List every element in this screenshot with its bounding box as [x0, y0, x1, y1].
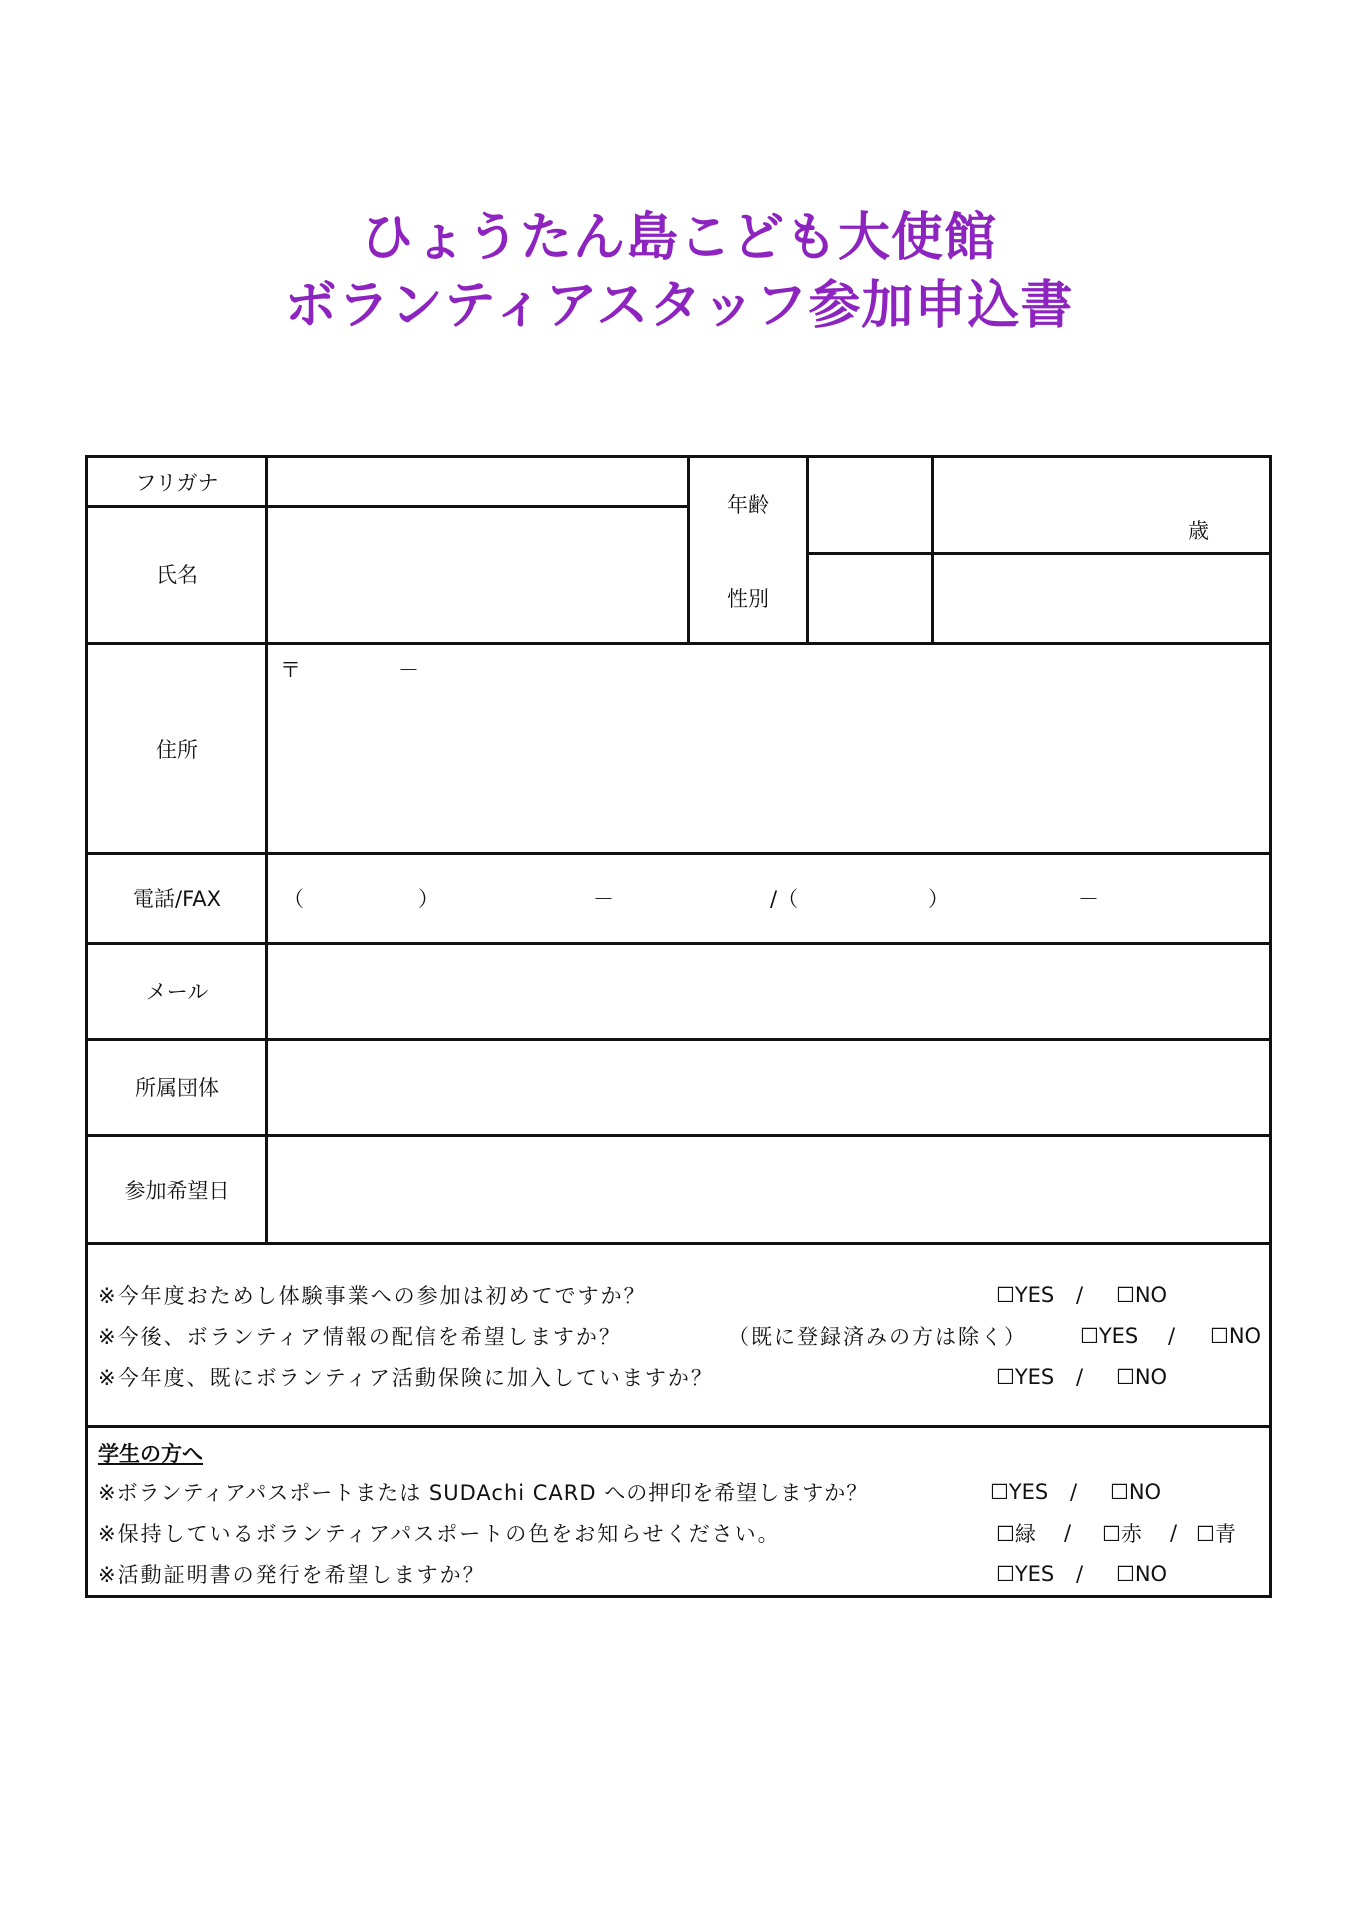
phone-close-paren: ） [418, 887, 439, 911]
phone-dash: － [593, 887, 614, 911]
student-question-1-yes-checkbox[interactable]: ☐YES [990, 1480, 1049, 1504]
gender-field[interactable] [934, 555, 1272, 642]
label-name: 氏名 [156, 563, 198, 587]
age-field[interactable] [934, 458, 1272, 552]
question-2: ※今後、ボランティア情報の配信を希望しますか？ [98, 1325, 622, 1349]
student-question-1-sep: / [1070, 1480, 1078, 1504]
passport-sep-1: / [1064, 1521, 1072, 1545]
label-desired-date: 参加希望日 [124, 1179, 230, 1203]
fax-dash: － [1078, 887, 1099, 911]
question-2-yes-checkbox[interactable]: ☐YES [1080, 1324, 1139, 1348]
student-question-1: ※ボランティアパスポートまたは SUDAchi CARD への押印を希望しますか？ [98, 1481, 869, 1505]
question-2-no-checkbox[interactable]: ☐NO [1210, 1324, 1262, 1348]
name-field[interactable] [268, 508, 687, 642]
student-question-3: ※活動証明書の発行を希望しますか？ [98, 1563, 486, 1587]
form-title-line2: ボランティアスタッフ参加申込書 [284, 276, 1074, 336]
fax-close-paren: ） [928, 887, 949, 911]
question-3-sep: / [1076, 1365, 1084, 1389]
question-2-note: （既に登録済みの方は除く） [728, 1325, 1027, 1349]
label-age: 年齢 [727, 493, 769, 517]
passport-red-checkbox[interactable]: ☐赤 [1102, 1522, 1142, 1546]
application-form [85, 455, 1272, 1598]
form-title-line1: ひょうたん島こども大使館 [360, 208, 997, 268]
divider [88, 1425, 1272, 1428]
label-address: 住所 [156, 738, 198, 762]
label-phone-fax: 電話/FAX [133, 887, 221, 911]
question-3-no-checkbox[interactable]: ☐NO [1116, 1365, 1168, 1389]
divider [88, 1242, 1272, 1245]
question-3-yes-checkbox[interactable]: ☐YES [996, 1365, 1055, 1389]
age-unit: 歳 [1188, 519, 1209, 543]
question-3: ※今年度、既にボランティア活動保険に加入していますか？ [98, 1366, 714, 1390]
label-gender: 性別 [727, 587, 769, 611]
label-email: メール [145, 980, 209, 1004]
label-furigana: フリガナ [135, 471, 219, 495]
postal-dash: － [398, 658, 419, 682]
question-1: ※今年度おためし体験事業への参加は初めてですか？ [98, 1284, 647, 1308]
passport-green-checkbox[interactable]: ☐緑 [996, 1522, 1036, 1546]
question-1-no-checkbox[interactable]: ☐NO [1116, 1283, 1168, 1307]
passport-blue-checkbox[interactable]: ☐青 [1196, 1522, 1236, 1546]
question-1-yes-checkbox[interactable]: ☐YES [996, 1283, 1055, 1307]
student-question-2: ※保持しているボランティアパスポートの色をお知らせください。 [98, 1522, 781, 1546]
phone-open-paren: （ [283, 887, 304, 911]
label-organization: 所属団体 [135, 1076, 219, 1100]
student-question-3-sep: / [1076, 1562, 1084, 1586]
student-question-3-no-checkbox[interactable]: ☐NO [1116, 1562, 1168, 1586]
students-heading: 学生の方へ [98, 1442, 203, 1466]
phone-fax-separator: /（ [770, 887, 799, 911]
student-question-1-no-checkbox[interactable]: ☐NO [1110, 1480, 1162, 1504]
divider [687, 458, 690, 642]
email-field[interactable] [268, 945, 1272, 1038]
question-2-sep: / [1168, 1324, 1176, 1348]
passport-sep-2: / [1170, 1521, 1178, 1545]
question-1-sep: / [1076, 1283, 1084, 1307]
student-question-3-yes-checkbox[interactable]: ☐YES [996, 1562, 1055, 1586]
organization-field[interactable] [268, 1041, 1272, 1134]
postal-mark: 〒 [280, 658, 301, 682]
furigana-field[interactable] [268, 458, 687, 505]
desired-date-field[interactable] [268, 1137, 1272, 1242]
divider [806, 458, 809, 642]
